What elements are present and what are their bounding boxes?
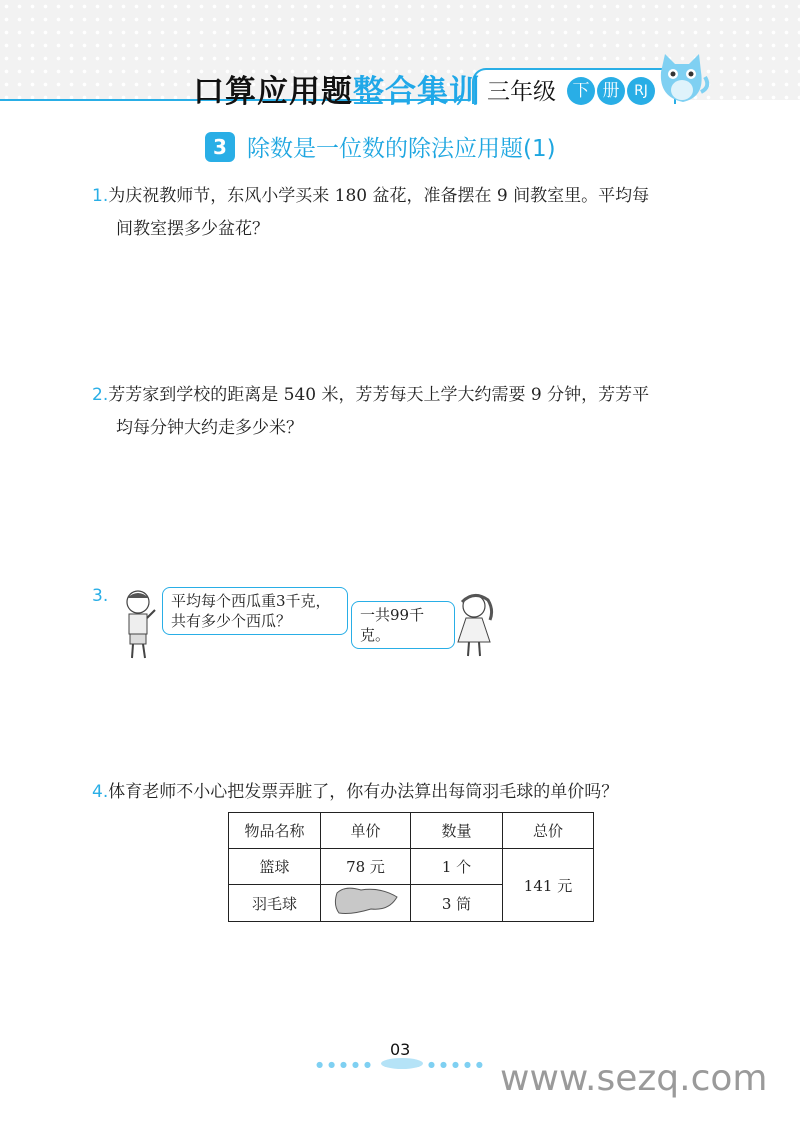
header-cell: 物品名称 xyxy=(229,813,321,849)
question-text: 为庆祝教师节，东风小学买来 180 盆花，准备摆在 9 间教室里。平均每 xyxy=(108,186,650,206)
title-part: 口算应用题 xyxy=(193,74,353,110)
volume-badge: 下 xyxy=(567,77,595,105)
grade-label: 三年级 xyxy=(487,79,556,105)
question-number: 1. xyxy=(92,186,109,206)
watermark: www.sezq.com xyxy=(500,1058,768,1099)
edition-badge: RJ xyxy=(627,77,655,105)
table-header-row xyxy=(229,813,594,849)
question-text: 体育老师不小心把发票弄脏了，你有办法算出每筒羽毛球的单价吗？ xyxy=(108,782,619,802)
total-cell: 141 元 xyxy=(503,849,594,922)
title-accent: 整合集训 xyxy=(353,74,481,110)
question-number: 3. xyxy=(92,586,109,606)
stain-blot-icon xyxy=(331,885,401,917)
bubble-text: 平均每个西瓜重3千克， xyxy=(171,592,331,610)
question-text: 均每分钟大约走多少米？ xyxy=(116,418,303,438)
question-number: 4. xyxy=(92,782,109,802)
table-row xyxy=(229,849,594,885)
bubble-text: 共有多少个西瓜？ xyxy=(171,612,292,630)
book-title xyxy=(193,66,481,111)
cell: 78 元 xyxy=(321,849,411,885)
cell: 篮球 xyxy=(229,849,321,885)
speech-bubble-boy xyxy=(162,587,348,635)
speech-bubble-girl: 一共99千克。 xyxy=(351,601,455,649)
page-number-oval xyxy=(381,1058,423,1069)
invoice-table xyxy=(228,812,594,922)
cell: 1 个 xyxy=(411,849,503,885)
question-4 xyxy=(92,776,712,809)
section-number: 3 xyxy=(205,132,235,162)
question-text: 间教室摆多少盆花？ xyxy=(116,219,269,239)
header-cell: 单价 xyxy=(321,813,411,849)
stained-cell xyxy=(321,885,411,922)
section-heading xyxy=(205,130,556,163)
page-number: 03 xyxy=(390,1040,411,1059)
header-cell: 总价 xyxy=(503,813,594,849)
question-number: 2. xyxy=(92,385,109,405)
question-1 xyxy=(92,180,712,246)
girl-illustration-icon xyxy=(452,590,502,660)
question-text: 芳芳家到学校的距离是 540 米，芳芳每天上学大约需要 9 分钟，芳芳平 xyxy=(108,385,650,405)
header-cell: 数量 xyxy=(411,813,503,849)
cat-mascot-icon xyxy=(655,52,710,107)
cell: 3 筒 xyxy=(411,885,503,922)
footer-dots-left: ●●●●● xyxy=(316,1060,376,1069)
cell: 羽毛球 xyxy=(229,885,321,922)
question-2 xyxy=(92,379,712,445)
footer-dots-right: ●●●●● xyxy=(428,1060,488,1069)
section-title: 除数是一位数的除法应用题(1) xyxy=(247,136,556,162)
volume-badge: 册 xyxy=(597,77,625,105)
boy-illustration-icon xyxy=(120,588,160,663)
